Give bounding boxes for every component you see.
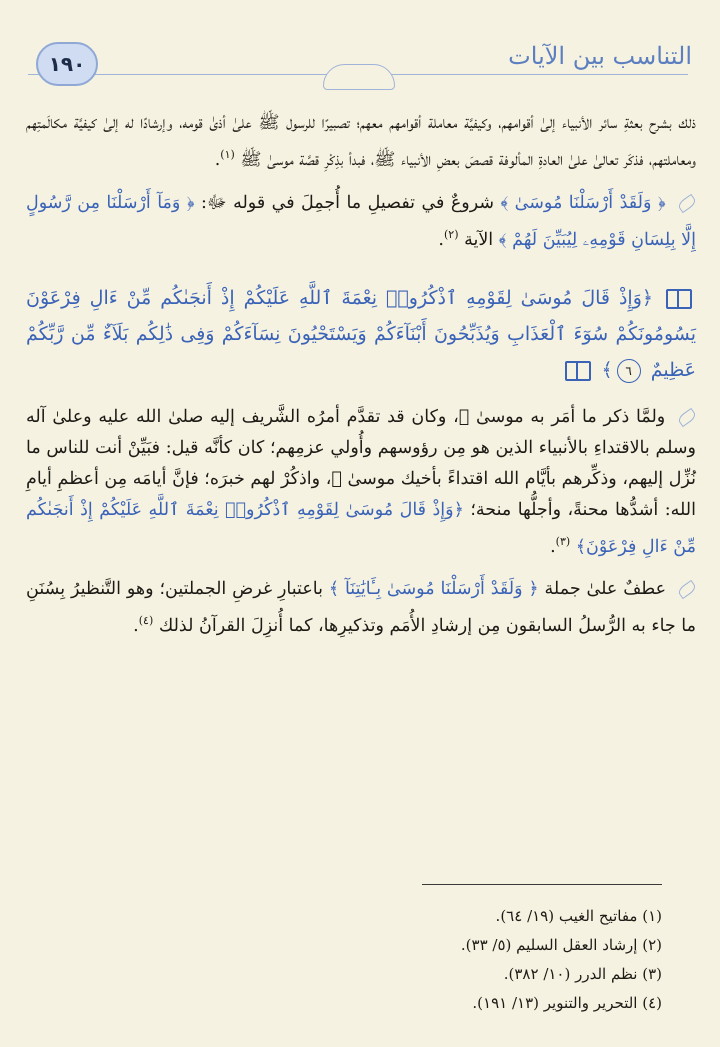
- footnote-separator: [422, 884, 662, 885]
- paragraph-2-text-end: الآية: [464, 229, 494, 250]
- footnote-ref-3[interactable]: (٣): [555, 534, 571, 548]
- paragraph-1-text: ذلك بشرح بعثةِ سائر الأنبياء إلىٰ أقوامهم، وكيفيَّة معاملة أقوامهم معهم؛ تصبيرًا للرسول ﷺ علىٰ أذىٰ قومه، وإرشادًا له إلىٰ كيفيَّة مكالَمتِهم ومعاملتهم، فذكَر تعالىٰ علىٰ العادةِ المألوفة قصصَ بعضِ الأنبياء ﷺ، فبدأ بذِكْرِ قصَّة موسىٰ ﷺ: [26, 113, 696, 170]
- leaf-icon: [676, 407, 697, 426]
- page-header: [28, 40, 698, 100]
- paragraph-1: ذلك بشرح بعثةِ سائر الأنبياء إلىٰ أقوامهم، وكيفيَّة معاملة أقوامهم معهم؛ تصبيرًا للرسول ﷺ علىٰ أذىٰ قومه، وإرشادًا له إلىٰ كيفيَّة مكالَمتِهم ومعاملتهم، فذكَر تعالىٰ علىٰ العادةِ المألوفة قصصَ بعضِ الأنبياء ﷺ، فبدأ بذِكْرِ قصَّة موسىٰ ﷺ $^{(١)}$.: [26, 113, 696, 170]
- footnote-ref-2[interactable]: (٢): [443, 227, 459, 241]
- footnote-item: (٤) التحرير والتنوير (١٣/ ١٩١).: [472, 994, 662, 1012]
- paragraph-2: ﴿ وَلَقَدْ أَرْسَلْنَا مُوسَىٰ ﴾ شروعٌ في تفصيلِ ما أُجمِلَ في قوله ﷻ: ﴿ وَمَآ أَرْسَلْنَا مِن رَّسُولٍ إِلَّا بِلِسَانِ قَوْمِهِۦ لِيُبَيِّنَ لَهُمْ ﴾ الآية $^{(٢)}$.: [26, 192, 696, 250]
- quran-verse-block: ﴿وَإِذْ قَالَ مُوسَىٰ لِقَوْمِهِ ٱذْكُرُوا۟ نِعْمَةَ ٱللَّهِ عَلَيْكُمْ إِذْ أَنجَىٰكُم مِّنْ ءَالِ فِرْعَوْنَ يَسُومُونَكُمْ سُوٓءَ ٱلْعَذَابِ وَيُذَبِّحُونَ أَبْنَآءَكُمْ وَيَسْتَحْيُونَ نِسَآءَكُمْ وَفِى ذَٰلِكُم بَلَآءٌ مِّن رَّبِّكُمْ عَظِيمٌ ٦﴾: [26, 286, 696, 381]
- header-arch-ornament: [323, 64, 395, 90]
- quran-quote: ﴿ وَلَقَدْ أَرْسَلْنَا مُوسَىٰ ﴾: [500, 192, 666, 213]
- page-number-badge: ١٩٠: [36, 42, 98, 86]
- footnotes: [302, 902, 662, 1018]
- paragraph-3: ولمَّا ذكر ما أمَر به موسىٰ ﷺ، وكان قد تقدَّم أمرُه الشَّريف إليه صلىٰ الله عليه وعلىٰ آله وسلم بالاقتداءِ بالأنبياء الذين هو مِن رؤوسهم وأُولي عزمِهم؛ كان كأنَّه قيل: فبَيِّنْ أنت للناس ما نُزِّل إليهم، وذكِّرهم بأيَّام الله اقتداءً بأخيك موسىٰ ﷺ، واذكُرْ لهم خبرَه؛ فإنَّ أيامَه مِن أعظمِ أيامِ الله: أشدُّها محنةً، وأجلُّها منحة؛ ﴿وَإِذْ قَالَ مُوسَىٰ لِقَوْمِهِ ٱذْكُرُوا۟ نِعْمَةَ ٱللَّهِ عَلَيْكُمْ إِذْ أَنجَىٰكُم مِّنْ ءَالِ فِرْعَوْنَ﴾ $^{(٣)}$.: [26, 406, 696, 557]
- footnote-item: (١) مفاتيح الغيب (١٩/ ٦٤).: [495, 907, 662, 925]
- paragraph-4: عطفٌ علىٰ جملة ﴿ وَلَقَدْ أَرْسَلْنَا مُوسَىٰ بِـَٔايَٰتِنَآ ﴾ باعتبارِ غرضِ الجملتين؛ وهو التَّنظيرُ بِسُنَنِ ما جاء به الرُّسلُ السابقون مِن إرشادِ الأُمَم وتذكيرِها، كما أُنزِلَ القرآنُ لذلك $^{(٤)}$.: [26, 579, 696, 637]
- quran-quote: ﴿ وَمَآ أَرْسَلْنَا مِن رَّسُولٍ إِلَّا بِلِسَانِ قَوْمِهِۦ لِيُبَيِّنَ لَهُمْ ﴾: [26, 192, 696, 250]
- quran-verse-text: ﴿وَإِذْ قَالَ مُوسَىٰ لِقَوْمِهِ ٱذْكُرُوا۟ نِعْمَةَ ٱللَّهِ عَلَيْكُمْ إِذْ أَنجَىٰكُم مِّنْ ءَالِ فِرْعَوْنَ يَسُومُونَكُمْ سُوٓءَ ٱلْعَذَابِ وَيُذَبِّحُونَ أَبْنَآءَكُمْ وَيَسْتَحْيُونَ نِسَآءَكُمْ وَفِى ذَٰلِكُم بَلَآءٌ مِّن رَّبِّكُمْ عَظِيمٌ: [26, 286, 696, 381]
- footnote-item: (٢) إرشاد العقل السليم (٥/ ٣٣).: [460, 936, 662, 954]
- page-body: [26, 108, 696, 654]
- paragraph-4-text-end: باعتبارِ غرضِ الجملتين؛ وهو التَّنظيرُ بِسُنَنِ ما جاء به الرُّسلُ السابقون مِن إرشادِ الأُمَم وتذكيرِها، كما أُنزِلَ القرآنُ لذلك: [26, 579, 696, 637]
- paragraph-4-text: عطفٌ علىٰ جملة: [544, 579, 667, 600]
- quran-quote: ﴿وَإِذْ قَالَ مُوسَىٰ لِقَوْمِهِ ٱذْكُرُوا۟ نِعْمَةَ ٱللَّهِ عَلَيْكُمْ إِذْ أَنجَىٰكُم مِّنْ ءَالِ فِرْعَوْنَ﴾: [26, 499, 696, 557]
- open-book-icon: [666, 289, 692, 309]
- paragraph-2-text: شروعٌ في تفصيلِ ما أُجمِلَ في قوله ﷻ:: [201, 192, 495, 213]
- quran-quote: ﴿ وَلَقَدْ أَرْسَلْنَا مُوسَىٰ بِـَٔايَٰتِنَآ ﴾: [328, 579, 539, 600]
- open-book-icon: [565, 361, 591, 381]
- leaf-icon: [676, 194, 697, 213]
- paragraph-3-text: ولمَّا ذكر ما أمَر به موسىٰ ﷺ، وكان قد تقدَّم أمرُه الشَّريف إليه صلىٰ الله عليه وعلىٰ آله وسلم بالاقتداءِ بالأنبياء الذين هو مِن رؤوسهم وأُولي عزمِهم؛ كان كأنَّه قيل: فبَيِّنْ أنت للناس ما نُزِّل إليهم، وذكِّرهم بأيَّام الله اقتداءً بأخيك موسىٰ ﷺ، واذكُرْ لهم خبرَه؛ فإنَّ أيامَه مِن أعظمِ أيامِ الله: أشدُّها محنةً، وأجلُّها منحة؛: [26, 406, 696, 520]
- footnote-ref-4[interactable]: (٤): [138, 614, 154, 628]
- footnote-ref-1[interactable]: (١): [220, 148, 235, 161]
- running-title: التناسب بين الآيات: [508, 42, 692, 70]
- ayah-number: ٦: [617, 359, 641, 383]
- footnote-item: (٣) نظم الدرر (١٠/ ٣٨٢).: [503, 965, 662, 983]
- leaf-icon: [676, 580, 697, 599]
